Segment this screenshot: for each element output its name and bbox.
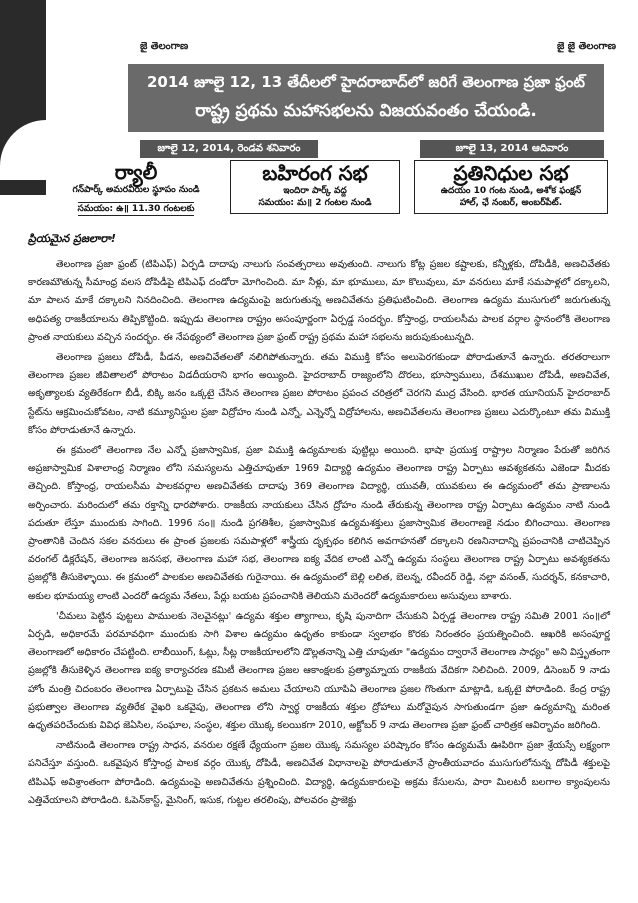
body-text [28,256,610,812]
paragraph: తెలంగాణ ప్రజా ఫ్రంట్ (టిపిఎఫ్) ఏర్పడి దాదాపు నాలుగు సంవత్సరాలు అవుతుంది. నాలుగు కోట్ల ప్రజల కష్టాలకు, కన్నీళ్లకు, దోపిడీకి, అణచివేతకు కారణమౌతున్న సీమాంధ్ర వలస దోపిడీపై టిపిఎఫ్ దండోరా మోగించింది. మా నీళ్లు, మా భూములు, మా కొలువులు, మా వనరులు మాకే సమపాళ్లలో దక్కాలని, మా పాలన మాకే దక్కాలని నినదించింది. తెలంగాణ ఉద్యమంపై జరుగుతున్న అణచివేతను ప్రతిఘటించింది. తెలంగాణ ఉద్యమ ముసుగులో జరుగుతున్న అధిపత్య రాజకీయాలను తిప్పికొట్టింది. ఇప్పుడు తెలంగాణ రాష్ట్రం అసంపూర్ణంగా ఏర్పడ్డ సందర్భం. కోస్తాంధ్ర, రాయలసీమ పాలక వర్గాల స్థానంలోకి తెలంగాణ ప్రాంత నాయకులు వచ్చిన సందర్భం. ఈ నేపథ్యంలో తెలంగాణ ప్రజా ఫ్రంట్ రాష్ట్ర ప్రథమ మహా సభలను జరుపుకుంటున్నది. [28,259,610,343]
headline-banner [128,64,604,132]
paragraph: నాటినుండి తెలంగాణ రాష్ట్ర సాధన, వనరుల రక్షణే ధ్యేయంగా ప్రజల యొక్క సమస్యల పరిష్కారం కోసం ఉద్యమమే ఊపిరిగా ప్రజా శ్రేయస్సే లక్ష్యంగా పనిచేస్తూ వస్తుంది. ఒకవైపున కోస్తాంధ్ర పాలక వర్గం యొక్క దోపిడీ, అణచివేత విధానాలపై పోరాడుతూనే ప్రాంతీయవాదం ముసుగులోనున్న దోపిడీ శక్తులపై టిపిఎఫ్ అవిశ్రాంతంగా పోరాడింది. ఉద్యమంపై అణచివేతను ప్రశ్నించింది. విద్యార్థి, ఉద్యమకారులపై అక్రమ కేసులను, పారా మిలటరీ బలగాల క్యాంపులను ఎత్తివేయాలని పోరాడింది. ఓపెన్‌కాస్ట్, మైనింగ్, ఇసుక, గుట్టల తరలింపు, పోలవరం ప్రాజెక్టు [28,740,610,806]
public-meeting-venue: ఇందిరా పార్క్ వద్ద [283,186,347,196]
delegates-meeting-venue: హాల్, ఛే నంబర్, అంబర్‌పేట్. [459,198,563,208]
public-meeting-box [230,160,400,214]
rally-box [56,160,216,212]
rally-venue: గన్‌పార్క్ అమరవీరుల స్థూపం నుండి [72,185,200,195]
slogan-left: జై తెలంగాణ [140,41,189,52]
delegates-meeting-time: ఉదయం 10 గంట నుండి, అశోక ఫంక్షన్ [440,186,582,196]
date-day-1: జూలై 12, 2014, రెండవ శనివారం [140,140,318,158]
delegates-meeting-box [414,160,608,214]
salutation: ప్రియమైన ప్రజలారా! [28,232,116,245]
rally-time: సమయం: ఉ॥ 11.30 గంటలకు [77,204,195,214]
rally-title: ర్యాలీ [114,160,158,184]
public-meeting-time: సమయం: మ॥ 2 గంటల నుండి [258,198,372,208]
headline-line-2: రాష్ట్ర ప్రథమ మహాసభలను విజయవంతం చేయండి. [195,101,537,121]
delegates-meeting-title: ప్రతినిధుల సభ [453,161,569,185]
date-day-2: జూలై 13, 2014 ఆదివారం [420,140,604,158]
paragraph: ఈ క్రమంలో తెలంగాణ నేల ఎన్నో ప్రజాస్వామిక, ప్రజా విముక్తి ఉద్యమాలకు పుట్టిల్లు అయింది. భాషా ప్రయుక్త రాష్ట్రాల నిర్మాణం పేరుతో జరిగిన అప్రజాస్వామిక విశాలాంధ్ర నిర్మాణం లోని సమస్యలను ఎత్తిచూపుతూ 1969 విద్యార్థి ఉద్యమం తెలంగాణ రాష్ట్ర ఏర్పాటు ఆవశ్యకతను ఎజెండా మీదకు తెచ్చింది. కోస్తాంధ్ర, రాయలసీమ పాలకవర్గాల అణచివేతకు దాదాపు 369 తెలంగాణ విద్యార్థి, యువతీ, యువకులు ఈ ఉద్యమంలో తమ ప్రాణాలను అర్పించారు. మరిందులో తమ రక్తాన్ని ధారపోశారు. రాజకీయ నాయకులు చేసిన ద్రోహం నుండి తేరుకున్న తెలంగాణ రాష్ట్ర ఏర్పాటు ఉద్యమం నాటి నుండి పదుతూ లేస్తూ ముందుకు సాగింది. 1996 సం॥ నుండి ప్రగతిశీల, ప్రజాస్వామిక ఉద్యమశక్తులు ప్రజాస్వామిక తెలంగాణకై నడుం బిగించాయి. తెలంగాణ ప్రాంతానికి చెందిన సకల వనరులు ఈ ప్రాంత ప్రజలకు సమపాళ్లలో శాస్త్రీయ దృక్పథం కలిగిన అవగాహనతో దక్కాలని రణనినాదాన్ని ప్రపంచానికి చాటిచెప్పిన వరంగల్ డిక్లరేషన్, తెలంగాణ జనసభ, తెలంగాణ మహా సభ, తెలంగాణ ఐక్య వేదిక లాంటి ఎన్నో ఉద్యమ సంస్థలు తెలంగాణ రాష్ట్ర ఏర్పాటు అవశ్యకతను ప్రజల్లోకి తీసుకెళ్ళాయి. ఈ క్రమంలో పాలకుల అణచివేతకు గురైనాయి. ఈ ఉద్యమంలో బెల్లి లలిత, బెలన్న, రవీందర్ రెడ్డి, నల్లా వసంత్, సుదర్శన్, కనకాచారి, అకుల భూమయ్య లాంటి ఎందరో ఉద్యమ నేతలు, పేర్లు బయట ప్రపంచానికి తెలియని మరెందరో ఉద్యమకారులు అసువులు బాశారు. [28,445,610,602]
headline-line-1: 2014 జూలై 12, 13 తేదీలలో హైదరాబాద్‌లో జరిగే తెలంగాణ ప్రజా ఫ్రంట్ [146,73,586,91]
public-meeting-title: బహిరంగ సభ [262,161,368,185]
slogan-right: జై జై తెలంగాణ [557,41,616,52]
paragraph: 'చీమలు పెట్టిన పుట్టలు పాములకు నెలవైనట్లు' ఉద్యమ శక్తుల త్యాగాలు, కృషి పునాదిగా చేసుకుని ఏర్పడ్డ తెలంగాణ రాష్ట్ర సమితి 2001 సం॥లో ఏర్పడి, అధికారమే పరమావధిగా ముందుకు సాగి విశాల ఉద్యమం ఉధృతం కాకుండా స్వలాభం కొరకు నిరంతరం ప్రయత్నించింది. ఆఖరికి అసంపూర్ణ తెలంగాణలో అధికారం చేపట్టింది. లాబీయింగ్, ఓట్లు, సీట్ల రాజకీయాలలోని డొల్లతనాన్ని ఎత్తి చూపుతూ "ఉద్యమం ద్వారానే తెలంగాణ సాధ్యం" అని విస్తృతంగా ప్రజల్లోకి తీసుకెళ్ళిన తెలంగాణ ఐక్య కార్యాచరణ కమిటీ తెలంగాణ ప్రజల ఆకాంక్షలకు ప్రత్యామ్నాయ రాజకీయ వేదికగా నిలిచింది. 2009, డిసెంబర్ 9 నాడు హోం మంత్రి చిదంబరం తెలంగాణ ఏర్పాటుపై చేసిన ప్రకటన అమలు చేయాలని యూపిఏ తెలంగాణ ప్రజల గొంతుగా మాట్లాడి, ఒక్కటై పోరాడింది. కేంద్ర రాష్ట్ర ప్రభుత్వాల తెలంగాణ వ్యతిరేక వైఖరి ఒకవైపు, తెలంగాణ లోని స్వార్థ రాజకీయ శక్తుల ద్రోహాలు మరోవైపున సాగుతుండగా ప్రజా ఉద్యమాన్ని మరింత ఉధృతపరిచేందుకు వివిధ జెఏసిల, సంఘాల, సంస్థల, శక్తుల యొక్క కలయికగా 2010, అక్టోబర్ 9 నాడు తెలంగాణ ప్రజా ఫ్రంట్ చారిత్రక ఆవిర్భావం జరిగింది. [28,610,610,732]
paragraph: తెలంగాణ ప్రజలు దోపిడీ, పీడన, అణచివేతలతో నలిగిపోతున్నారు. తమ విముక్తి కోసం అలుపెరగకుండా పోరాడుతూనే ఉన్నారు. తరతరాలుగా తెలంగాణ ప్రజల జీవితాలలో పోరాటం విడదీయరాని భాగం అయ్యింది. హైదరాబాద్ రాజ్యంలోని దొరలు, భూస్వాములు, దేశముఖుల దోపిడీ, అణచివేత, అకృత్యాలకు వ్యతిరేకంగా బీడీ, బిక్కి జనం ఒక్కటై చేసిన తెలంగాణ ప్రజల పోరాటం ప్రపంచ చరిత్రలో చెరగని ముద్ర వేసింది. భారత యూనియన్ హైదరాబాద్ స్టేట్‌ను ఆక్రమించుకోవటం, నాటి కమ్యూనిస్టుల ప్రజా విద్రోహం నుండి ఎన్నో, ఎన్నెన్నో విద్రోహాలను, అణచివేతలను తెలంగాణ ప్రజలు ఎదుర్కొంటూ తమ విముక్తి కోసం పోరాడుతూనే ఉన్నారు. [28,352,610,436]
